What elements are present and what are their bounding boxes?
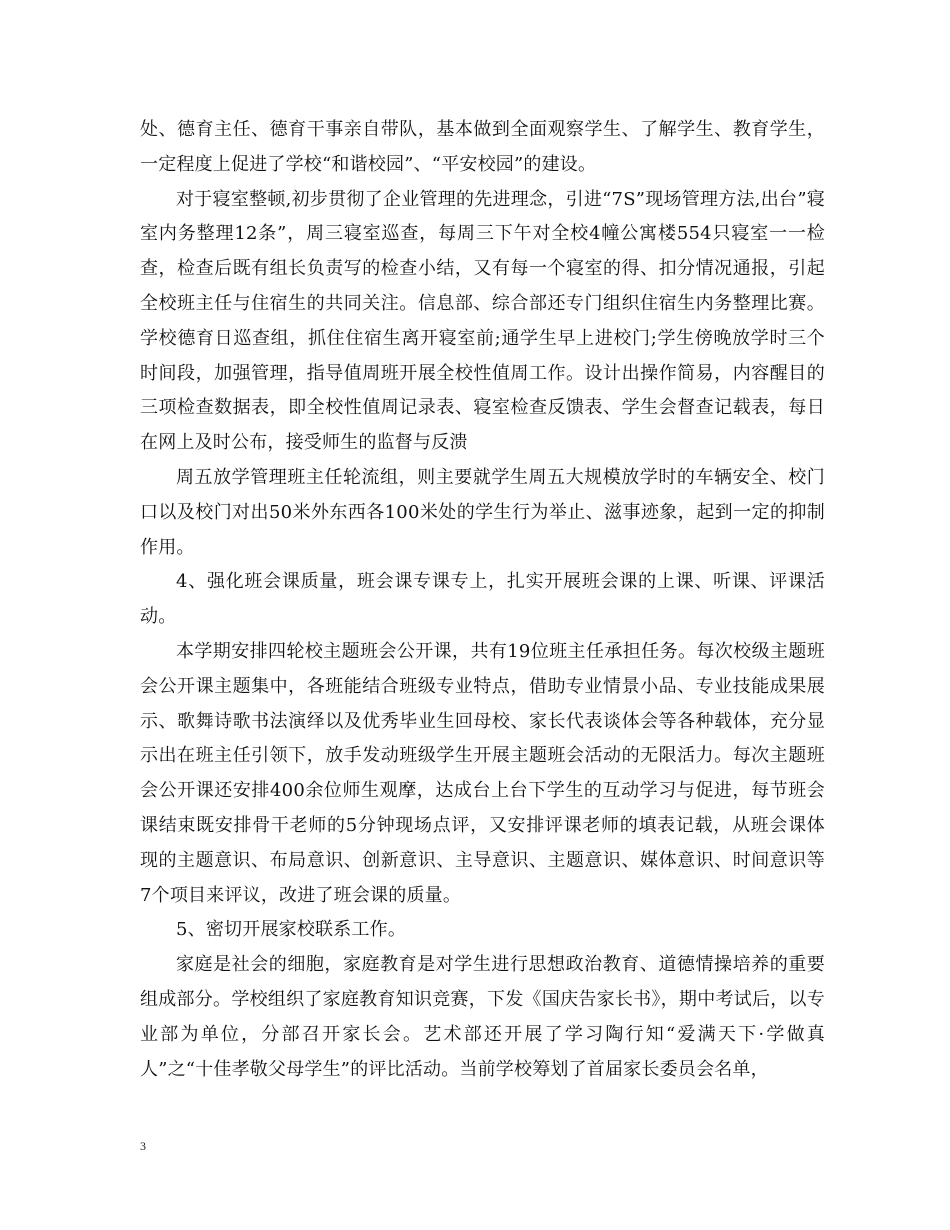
paragraph-3: 周五放学管理班主任轮流组，则主要就学生周五大规模放学时的车辆安全、校门口以及校门对出50米外东西各100米处的学生行为举止、滋事迹象，起到一定的抑制作用。 [140,466,825,558]
document-body [140,113,825,1087]
paragraph-5: 本学期安排四轮校主题班会公开课，共有19位班主任承担任务。每次校级主题班会公开课主题集中，各班能结合班级专业特点，借助专业情景小品、专业技能成果展示、歌舞诗歌书法演绎以及优秀毕业生回母校、家长代表谈体会等各种载体，充分显示出在班主任引领下，放手发动班级学生开展主题班会活动的无限活力。每次主题班会公开课还安排400余位师生观摩，达成台上台下学生的互动学习与促进，每节班会课结束既安排骨干老师的5分钟现场点评，又安排评课老师的填表记载，从班会课体现的主题意识、布局意识、创新意识、主导意识、主题意识、媒体意识、时间意识等7个项目来评议，改进了班会课的质量。 [140,640,825,906]
paragraph-4: 4、强化班会课质量，班会课专课专上，扎实开展班会课的上课、听课、评课活动。 [140,571,825,628]
page-number: 3 [140,1139,146,1153]
paragraph-7: 家庭是社会的细胞，家庭教育是对学生进行思想政治教育、道德情操培养的重要组成部分。学校组织了家庭教育知识竞赛，下发《国庆告家长书》，期中考试后，以专业部为单位，分部召开家长会。艺术部还开展了学习陶行知“爱满天下·学做真人”之“十佳孝敬父母学生”的评比活动。当前学校筹划了首届家长委员会名单， [140,954,825,1080]
paragraph-1: 处、德育主任、德育干事亲自带队，基本做到全面观察学生、了解学生、教育学生，一定程度上促进了学校“和谐校园”、“平安校园”的建设。 [140,119,825,175]
paragraph-6: 5、密切开展家校联系工作。 [176,919,407,941]
paragraph-2: 对于寝室整顿,初步贯彻了企业管理的先进理念，引进“7S”现场管理方法,出台”寝室内务整理12条”，周三寝室巡查，每周三下午对全校4幢公寓楼554只寝室一一检查，检查后既有组长负责写的检查小结，又有每一个寝室的得、扣分情况通报，引起全校班主任与住宿生的共同关注。信息部、综合部还专门组织住宿生内务整理比赛。学校德育日巡查组，抓住住宿生离开寝室前;通学生早上进校门;学生傍晚放学时三个时间段，加强管理，指导值周班开展全校性值周工作。设计出操作简易，内容醒目的三项检查数据表，即全校性值周记录表、寝室检查反馈表、学生会督查记载表，每日在网上及时公布，接受师生的监督与反溃 [140,188,825,454]
